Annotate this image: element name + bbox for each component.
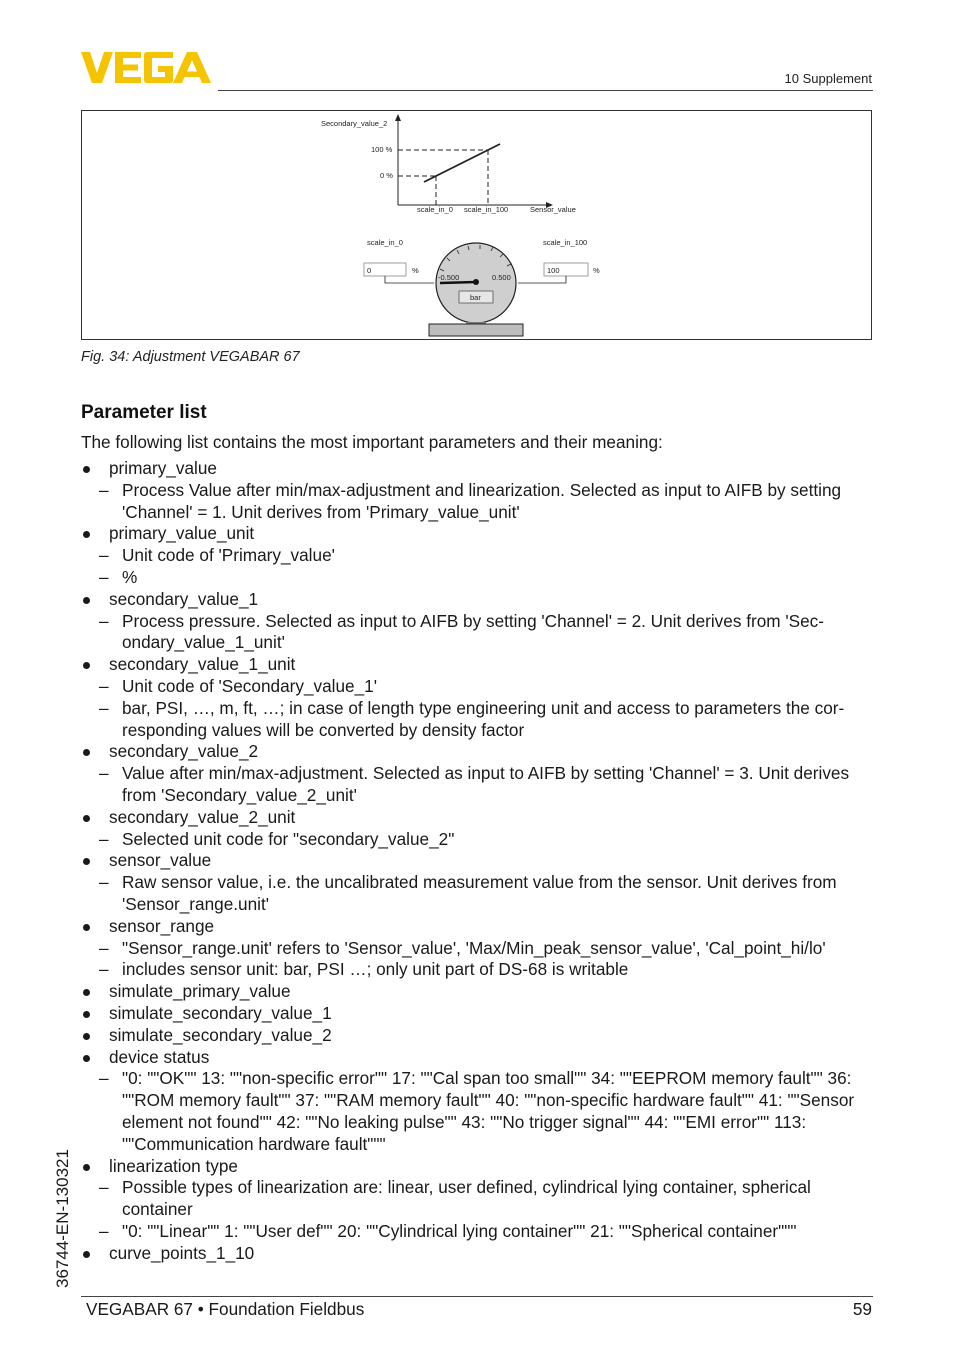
parameter-detail: – bar, PSI, …, m, ft, …; in case of length type engineering unit and access to parameters the cor-responding values will be converted by density factor <box>81 698 876 742</box>
x-tick-scale-in-0: scale_in_0 <box>417 205 453 214</box>
section-heading: Parameter list <box>81 402 207 423</box>
parameter-detail: – Process Value after min/max-adjustment and linearization. Selected as input to AIFB by setting 'Channel' = 1. Unit derives from 'Primary_value_unit' <box>81 480 876 524</box>
parameter-detail: – Raw sensor value, i.e. the uncalibrated measurement value from the sensor. Unit derives from 'Sensor_range.unit' <box>81 872 876 916</box>
parameter-detail: – "0: ""OK"" 13: ""non-specific error"" 17: ""Cal span too small"" 34: ""EEPROM memory fault"" 36: ""ROM memory fault"" 37: ""RAM memory fault"" 40: ""non-specific hardware fault"" 41: ""Sensor element not found"" 42: ""No leaking pulse"" 43: ""No trigger signal"" 44: ""EMI error"" 113: ""Communication hardware fault""" <box>81 1068 876 1155</box>
left-field-value: 0 <box>367 266 372 275</box>
gauge-max-label: 0.500 <box>492 273 511 282</box>
parameter-detail: – includes sensor unit: bar, PSI …; only unit part of DS-68 is writable <box>81 959 876 981</box>
x-axis-label: Sensor_value <box>530 205 576 214</box>
parameter-item: simulate_secondary_value_1 <box>81 1003 876 1025</box>
right-field-value: 100 <box>547 266 560 275</box>
left-connector <box>385 276 434 283</box>
gauge-unit: bar <box>470 293 481 302</box>
parameter-item: linearization type <box>81 1156 876 1178</box>
parameter-list <box>81 458 876 1264</box>
footer-title: VEGABAR 67 • Foundation Fieldbus <box>86 1299 365 1319</box>
parameter-item: secondary_value_1 <box>81 589 876 611</box>
section-label: 10 Supplement <box>784 71 872 86</box>
intro-paragraph: The following list contains the most important parameters and their meaning: <box>81 432 663 452</box>
gauge-needle <box>440 282 476 283</box>
document-code: 36744-EN-130321 <box>53 1149 72 1288</box>
y-axis-label: Secondary_value_2 <box>321 119 388 128</box>
parameter-detail: – Possible types of linearization are: linear, user defined, cylindrical lying container, spherical container <box>81 1177 876 1221</box>
parameter-item: sensor_range <box>81 916 876 938</box>
right-connector <box>518 276 566 283</box>
footer-rule <box>81 1296 873 1297</box>
header-rule <box>218 90 873 91</box>
parameter-item: secondary_value_1_unit <box>81 654 876 676</box>
y-tick-0: 0 % <box>380 171 393 180</box>
parameter-item: primary_value <box>81 458 876 480</box>
left-field-label: scale_in_0 <box>367 238 403 247</box>
adjustment-diagram <box>82 111 873 341</box>
x-tick-scale-in-100: scale_in_100 <box>464 205 509 214</box>
parameter-item: device status <box>81 1047 876 1069</box>
parameter-item: secondary_value_2_unit <box>81 807 876 829</box>
y-tick-100: 100 % <box>371 145 393 154</box>
right-field-label: scale_in_100 <box>543 238 588 247</box>
figure-caption: Fig. 34: Adjustment VEGABAR 67 <box>81 349 300 365</box>
left-field-unit: % <box>412 266 419 275</box>
vega-logo <box>81 52 213 84</box>
page-number: 59 <box>852 1299 872 1319</box>
parameter-detail: – Process pressure. Selected as input to AIFB by setting 'Channel' = 2. Unit derives from 'Sec-ondary_value_1_unit' <box>81 611 876 655</box>
figure-adjustment <box>81 110 872 340</box>
parameter-detail: – % <box>81 567 876 589</box>
right-field-unit: % <box>593 266 600 275</box>
y-axis-arrow <box>395 114 401 121</box>
gauge-base <box>429 324 523 336</box>
parameter-item: curve_points_1_10 <box>81 1243 876 1265</box>
parameter-detail: – Selected unit code for "secondary_value_2" <box>81 829 876 851</box>
parameter-item: sensor_value <box>81 850 876 872</box>
parameter-detail: – Unit code of 'Secondary_value_1' <box>81 676 876 698</box>
parameter-detail: – "Sensor_range.unit' refers to 'Sensor_value', 'Max/Min_peak_sensor_value', 'Cal_point_hi/lo' <box>81 938 876 960</box>
parameter-detail: – Value after min/max-adjustment. Selected as input to AIFB by setting 'Channel' = 3. Unit derives from 'Secondary_value_2_unit' <box>81 763 876 807</box>
parameter-detail: – "0: ""Linear"" 1: ""User def"" 20: ""Cylindrical lying container"" 21: ""Spherical container""" <box>81 1221 876 1243</box>
parameter-item: simulate_secondary_value_2 <box>81 1025 876 1047</box>
gauge-hub <box>473 279 479 285</box>
parameter-item: secondary_value_2 <box>81 741 876 763</box>
parameter-item: simulate_primary_value <box>81 981 876 1003</box>
gauge-min-label: -0.500 <box>438 273 460 282</box>
parameter-detail: – Unit code of 'Primary_value' <box>81 545 876 567</box>
parameter-item: primary_value_unit <box>81 523 876 545</box>
